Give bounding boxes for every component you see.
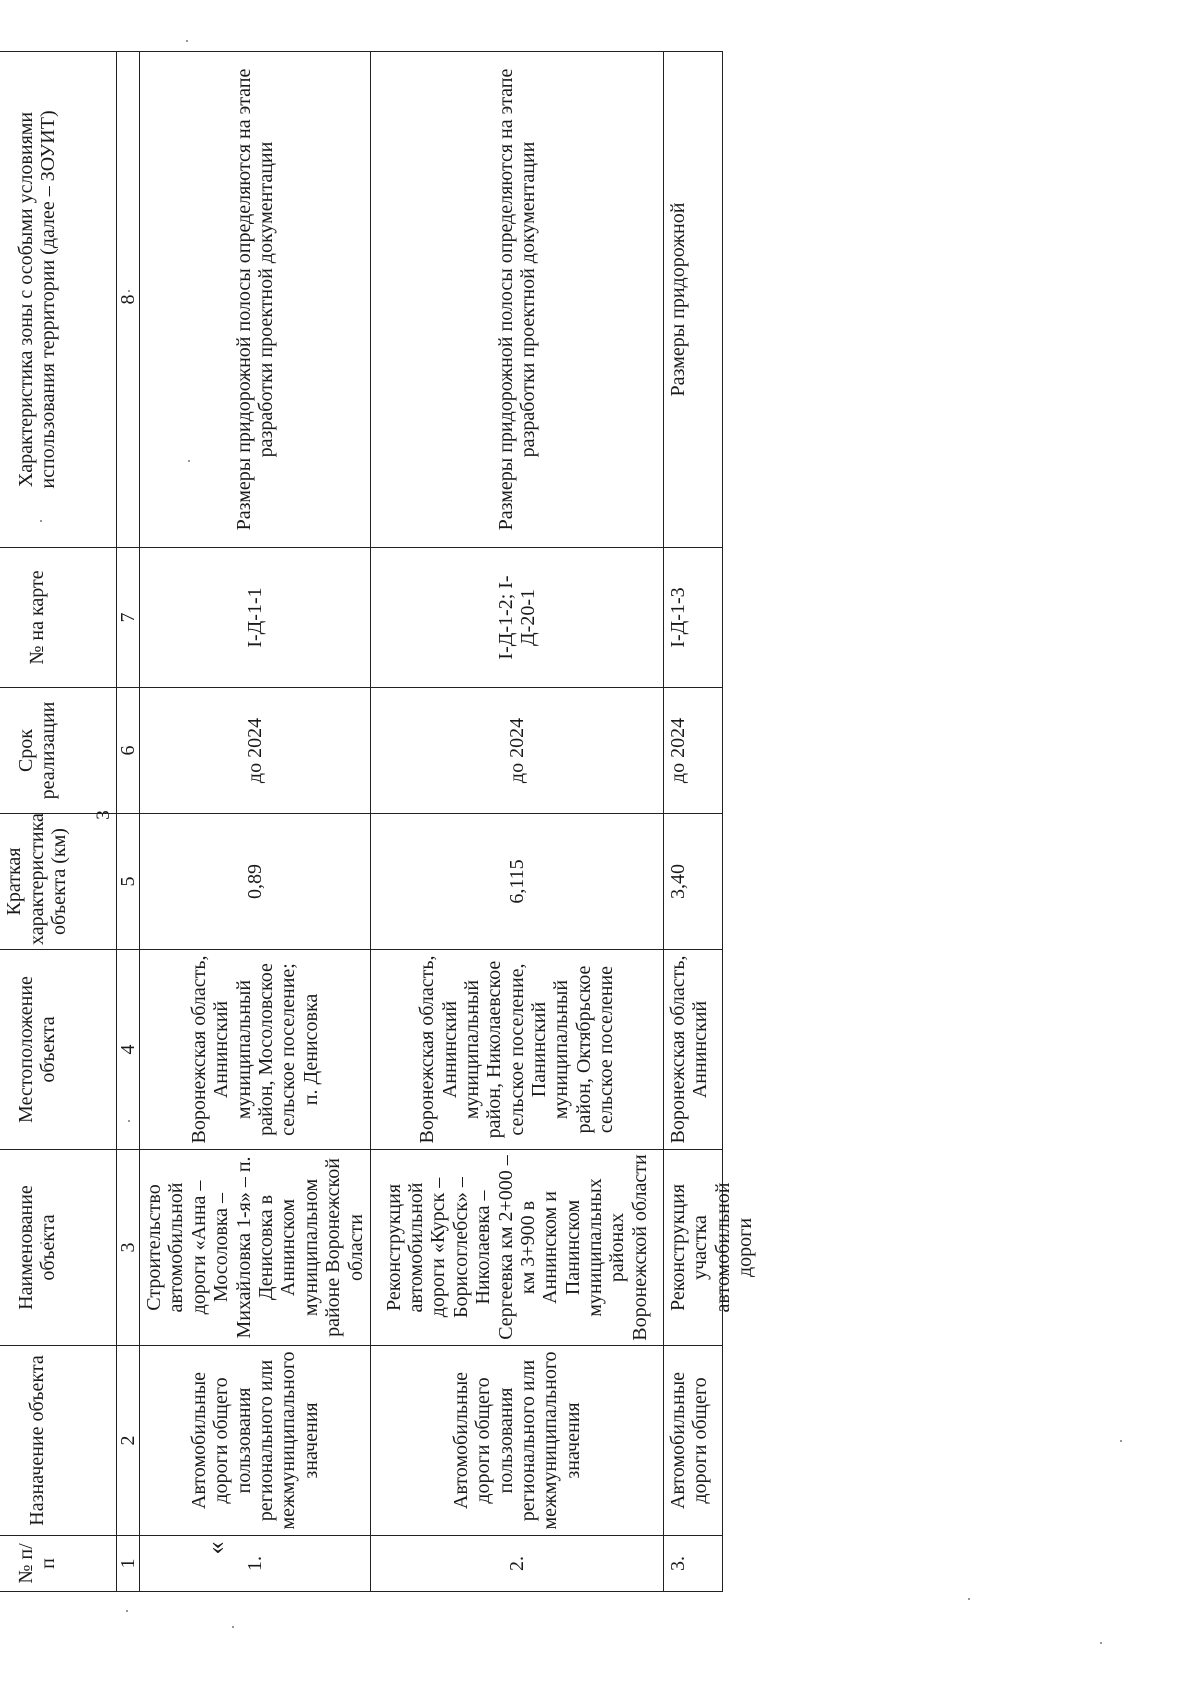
length-cell: 3,40 (663, 814, 722, 950)
header-cell: Назначение объекта (0, 1346, 117, 1536)
row-number-cell: 2. (370, 1536, 663, 1592)
location-cell (663, 950, 722, 1150)
header-cell: Краткая характеристика объекта (км) (0, 814, 117, 950)
scan-speck (232, 1626, 234, 1628)
scan-speck (1100, 1642, 1102, 1644)
length-cell: 0,89 (140, 814, 371, 950)
table-rotated-container (0, 52, 914, 1592)
location-cell: Воронежская область, Аннинский муниципальный район, Николаевское сельское поселение, Панинский муниципальный район, Октябрьское сельское поселение (370, 950, 663, 1150)
term-cell: до 2024 (663, 688, 722, 814)
row-number-cell: 1. (140, 1536, 371, 1592)
header-cell: Срок реализации (0, 688, 117, 814)
purpose-cell: Автомобильные дороги общего пользования регионального или межмуниципального значения (140, 1346, 371, 1536)
header-cell: Наименование объекта (0, 1150, 117, 1346)
header-cell: № п/п (0, 1536, 117, 1592)
name-cell (663, 1150, 757, 1346)
name-cell: Реконструкция автомобильной дороги «Курск – Борисоглебск» – Николаевка – Сергеевка км 2+000 – км 3+900 в Аннинском и Панинском муниципальных районах Воронежской области (370, 1150, 663, 1346)
zone-cell: Размеры придорожной полосы определяются на этапе разработки проектной документации (140, 52, 371, 548)
table-header-row (0, 52, 117, 1592)
header-cell: Характеристика зоны с особыми условиями использования территории (далее – ЗОУИТ) (0, 52, 117, 548)
objects-table (0, 51, 757, 1592)
purpose-cell (663, 1346, 722, 1536)
table-row (663, 52, 722, 1592)
column-number-cell: 5 (117, 814, 140, 950)
location-cell: Воронежская область, Аннинский муниципальный район, Мосоловское сельское поселение; п. Денисовка (140, 950, 371, 1150)
scan-speck (126, 1610, 128, 1612)
zone-cell (663, 52, 722, 548)
zone-text: Размеры придорожной (666, 202, 689, 397)
purpose-text: Автомобильные дороги общего (666, 1371, 712, 1510)
column-number-cell: 8 (117, 52, 140, 548)
map-number-cell: I-Д-1-2; I-Д-20-1 (370, 548, 663, 688)
map-number-cell: I-Д-1-3 (663, 548, 722, 688)
map-number-cell: I-Д-1-1 (140, 548, 371, 688)
location-text: Воронежская область, Аннинский (666, 955, 712, 1144)
column-number-cell: 4 (117, 950, 140, 1150)
purpose-cell: Автомобильные дороги общего пользования регионального или межмуниципального значения (370, 1346, 663, 1536)
header-cell: № на карте (0, 548, 117, 688)
term-cell: до 2024 (140, 688, 371, 814)
table-row (370, 52, 663, 1592)
name-cell: Строительство автомобильной дороги «Анна – Мосоловка – Михайловка 1-я» – п. Денисовка в Аннинском муниципальном районе Воронежской области (140, 1150, 371, 1346)
column-number-cell: 1 (117, 1536, 140, 1592)
column-number-cell: 2 (117, 1346, 140, 1536)
opening-quote-mark: « (201, 1541, 230, 1555)
page-number: 3 (93, 810, 114, 820)
column-number-cell: 6 (117, 688, 140, 814)
row-number-cell: 3. (663, 1536, 722, 1592)
header-cell: Местоположение объекта (0, 950, 117, 1150)
term-cell: до 2024 (370, 688, 663, 814)
scan-speck (1120, 1440, 1122, 1442)
column-number-cell: 7 (117, 548, 140, 688)
zone-cell: Размеры придорожной полосы определяются на этапе разработки проектной документации (370, 52, 663, 548)
name-text: Реконструкция участка автомобильной дороги (666, 1182, 757, 1313)
column-number-cell: 3 (117, 1150, 140, 1346)
table-row (140, 52, 371, 1592)
column-number-row (117, 52, 140, 1592)
length-cell: 6,115 (370, 814, 663, 950)
scan-speck (968, 1598, 970, 1600)
scan-speck (186, 40, 188, 42)
